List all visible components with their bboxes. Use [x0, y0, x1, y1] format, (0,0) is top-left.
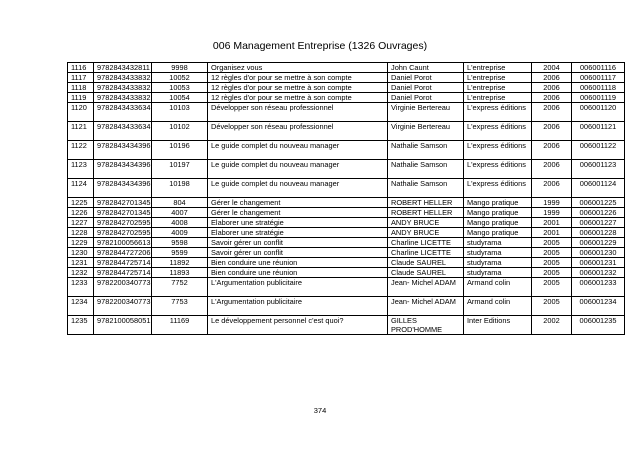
table-row — [68, 122, 625, 141]
cell-title: Développer son réseau professionnel — [208, 122, 388, 141]
cell-author: Daniel Porot — [388, 83, 464, 93]
cell-year: 2005 — [532, 238, 572, 248]
cell-year: 2002 — [532, 316, 572, 335]
cell-number: 7752 — [152, 278, 208, 297]
cell-publisher: Inter Editions — [464, 316, 532, 335]
table-row — [68, 141, 625, 160]
cell-isbn: 9782100056613 — [94, 238, 152, 248]
table-row — [68, 93, 625, 103]
cell-year: 2004 — [532, 63, 572, 73]
page-number: 374 — [313, 406, 327, 415]
table-row — [68, 297, 625, 316]
cell-title: Développer son réseau professionnel — [208, 103, 388, 122]
cell-title: 12 règles d'or pour se mettre à son compte — [208, 73, 388, 83]
table-row — [68, 316, 625, 335]
cell-isbn: 9782843432811 — [94, 63, 152, 73]
cell-id: 1120 — [68, 103, 94, 122]
table-row — [68, 218, 625, 228]
cell-isbn: 9782842701345 — [94, 198, 152, 208]
cell-author: Daniel Porot — [388, 73, 464, 83]
cell-author: GILLES PROD'HOMME — [388, 316, 464, 335]
cell-author: John Caunt — [388, 63, 464, 73]
cell-publisher: L'entreprise — [464, 93, 532, 103]
cell-code: 006001235 — [572, 316, 625, 335]
cell-code: 006001226 — [572, 208, 625, 218]
cell-year: 2006 — [532, 122, 572, 141]
cell-id: 1229 — [68, 238, 94, 248]
cell-title: Savoir gérer un conflit — [208, 248, 388, 258]
cell-isbn: 9782200340773 — [94, 297, 152, 316]
cell-author: Jean- Michel ADAM — [388, 278, 464, 297]
table-row — [68, 198, 625, 208]
cell-isbn: 9782200340773 — [94, 278, 152, 297]
cell-id: 1232 — [68, 268, 94, 278]
cell-isbn: 9782843433634 — [94, 103, 152, 122]
cell-number: 4008 — [152, 218, 208, 228]
cell-publisher: studyrama — [464, 258, 532, 268]
cell-code: 006001117 — [572, 73, 625, 83]
table-row — [68, 228, 625, 238]
cell-number: 10198 — [152, 179, 208, 198]
cell-number: 804 — [152, 198, 208, 208]
cell-title: Le guide complet du nouveau manager — [208, 179, 388, 198]
cell-author: ANDY BRUCE — [388, 228, 464, 238]
cell-number: 7753 — [152, 297, 208, 316]
cell-id: 1118 — [68, 83, 94, 93]
cell-publisher: L'express éditions — [464, 122, 532, 141]
cell-code: 006001124 — [572, 179, 625, 198]
cell-title: Organisez vous — [208, 63, 388, 73]
cell-author: Charline LICETTE — [388, 238, 464, 248]
cell-year: 1999 — [532, 208, 572, 218]
cell-id: 1235 — [68, 316, 94, 335]
cell-author: ROBERT HELLER — [388, 198, 464, 208]
cell-id: 1123 — [68, 160, 94, 179]
cell-title: Elaborer une stratégie — [208, 218, 388, 228]
cell-number: 4009 — [152, 228, 208, 238]
cell-isbn: 9782843433832 — [94, 73, 152, 83]
table-row — [68, 83, 625, 93]
cell-number: 10197 — [152, 160, 208, 179]
cell-publisher: L'entreprise — [464, 73, 532, 83]
cell-title: Le guide complet du nouveau manager — [208, 160, 388, 179]
table-row — [68, 160, 625, 179]
cell-number: 10053 — [152, 83, 208, 93]
cell-author: Daniel Porot — [388, 93, 464, 103]
table-row — [68, 208, 625, 218]
cell-publisher: Mango pratique — [464, 208, 532, 218]
cell-code: 006001233 — [572, 278, 625, 297]
cell-year: 2006 — [532, 83, 572, 93]
cell-publisher: Armand colin — [464, 278, 532, 297]
cell-publisher: L'entreprise — [464, 83, 532, 93]
cell-code: 006001116 — [572, 63, 625, 73]
cell-publisher: studyrama — [464, 268, 532, 278]
cell-id: 1227 — [68, 218, 94, 228]
cell-year: 2001 — [532, 218, 572, 228]
cell-code: 006001121 — [572, 122, 625, 141]
cell-number: 11893 — [152, 268, 208, 278]
cell-title: 12 règles d'or pour se mettre à son compte — [208, 83, 388, 93]
cell-code: 006001123 — [572, 160, 625, 179]
cell-title: Gérer le changement — [208, 198, 388, 208]
table-row — [68, 63, 625, 73]
cell-number: 9599 — [152, 248, 208, 258]
cell-author: ANDY BRUCE — [388, 218, 464, 228]
cell-number: 10196 — [152, 141, 208, 160]
cell-year: 2005 — [532, 248, 572, 258]
cell-number: 4007 — [152, 208, 208, 218]
table-row — [68, 179, 625, 198]
cell-code: 006001120 — [572, 103, 625, 122]
cell-author: Virginie Bertereau — [388, 103, 464, 122]
cell-code: 006001228 — [572, 228, 625, 238]
cell-isbn: 9782843433832 — [94, 83, 152, 93]
cell-id: 1225 — [68, 198, 94, 208]
cell-number: 9998 — [152, 63, 208, 73]
cell-title: Le développement personnel c'est quoi? — [208, 316, 388, 335]
cell-id: 1234 — [68, 297, 94, 316]
cell-title: L'Argumentation publicitaire — [208, 278, 388, 297]
cell-code: 006001229 — [572, 238, 625, 248]
cell-author: Virginie Bertereau — [388, 122, 464, 141]
cell-year: 2006 — [532, 93, 572, 103]
cell-isbn: 9782843434396 — [94, 141, 152, 160]
cell-year: 1999 — [532, 198, 572, 208]
cell-isbn: 9782843433832 — [94, 93, 152, 103]
cell-year: 2006 — [532, 141, 572, 160]
table-row — [68, 248, 625, 258]
cell-number: 10052 — [152, 73, 208, 83]
cell-isbn: 9782843433634 — [94, 122, 152, 141]
cell-publisher: L'express éditions — [464, 141, 532, 160]
cell-publisher: studyrama — [464, 238, 532, 248]
cell-publisher: L'express éditions — [464, 179, 532, 198]
cell-code: 006001230 — [572, 248, 625, 258]
cell-title: Gérer le changement — [208, 208, 388, 218]
cell-isbn: 9782844727206 — [94, 248, 152, 258]
cell-code: 006001227 — [572, 218, 625, 228]
cell-publisher: L'express éditions — [464, 160, 532, 179]
cell-year: 2006 — [532, 73, 572, 83]
cell-number: 10103 — [152, 103, 208, 122]
cell-author: Claude SAUREL — [388, 258, 464, 268]
cell-code: 006001232 — [572, 268, 625, 278]
cell-id: 1117 — [68, 73, 94, 83]
inventory-table — [67, 62, 625, 335]
cell-number: 11169 — [152, 316, 208, 335]
cell-code: 006001122 — [572, 141, 625, 160]
page-title: 006 Management Entreprise (1326 Ouvrages) — [212, 40, 428, 52]
cell-isbn: 9782842702595 — [94, 218, 152, 228]
cell-id: 1233 — [68, 278, 94, 297]
cell-number: 10102 — [152, 122, 208, 141]
cell-id: 1230 — [68, 248, 94, 258]
cell-author: Charline LICETTE — [388, 248, 464, 258]
cell-code: 006001225 — [572, 198, 625, 208]
cell-id: 1231 — [68, 258, 94, 268]
cell-year: 2006 — [532, 179, 572, 198]
cell-author: Claude SAUREL — [388, 268, 464, 278]
cell-publisher: L'express éditions — [464, 103, 532, 122]
cell-year: 2006 — [532, 103, 572, 122]
cell-publisher: Mango pratique — [464, 218, 532, 228]
table-row — [68, 268, 625, 278]
cell-title: L'Argumentation publicitaire — [208, 297, 388, 316]
cell-id: 1116 — [68, 63, 94, 73]
cell-title: Bien conduire une réunion — [208, 268, 388, 278]
cell-number: 9598 — [152, 238, 208, 248]
cell-isbn: 9782843434396 — [94, 179, 152, 198]
cell-id: 1121 — [68, 122, 94, 141]
cell-isbn: 9782843434396 — [94, 160, 152, 179]
cell-code: 006001118 — [572, 83, 625, 93]
cell-code: 006001119 — [572, 93, 625, 103]
table-row — [68, 73, 625, 83]
cell-publisher: Mango pratique — [464, 198, 532, 208]
table-row — [68, 238, 625, 248]
cell-year: 2005 — [532, 268, 572, 278]
cell-year: 2005 — [532, 278, 572, 297]
cell-publisher: Mango pratique — [464, 228, 532, 238]
cell-author: Nathalie Samson — [388, 141, 464, 160]
table-row — [68, 278, 625, 297]
cell-number: 11892 — [152, 258, 208, 268]
cell-isbn: 9782844725714 — [94, 268, 152, 278]
cell-id: 1226 — [68, 208, 94, 218]
cell-id: 1124 — [68, 179, 94, 198]
table-row — [68, 103, 625, 122]
cell-author: ROBERT HELLER — [388, 208, 464, 218]
cell-code: 006001234 — [572, 297, 625, 316]
cell-code: 006001231 — [572, 258, 625, 268]
cell-publisher: Armand colin — [464, 297, 532, 316]
cell-year: 2001 — [532, 228, 572, 238]
cell-year: 2005 — [532, 297, 572, 316]
cell-year: 2006 — [532, 160, 572, 179]
cell-publisher: studyrama — [464, 248, 532, 258]
cell-year: 2005 — [532, 258, 572, 268]
cell-id: 1228 — [68, 228, 94, 238]
cell-title: Bien conduire une réunion — [208, 258, 388, 268]
cell-isbn: 9782844725714 — [94, 258, 152, 268]
table-row — [68, 258, 625, 268]
cell-title: Le guide complet du nouveau manager — [208, 141, 388, 160]
cell-author: Nathalie Samson — [388, 160, 464, 179]
cell-number: 10054 — [152, 93, 208, 103]
cell-title: 12 règles d'or pour se mettre à son compte — [208, 93, 388, 103]
cell-id: 1122 — [68, 141, 94, 160]
cell-title: Elaborer une stratégie — [208, 228, 388, 238]
cell-publisher: L'entreprise — [464, 63, 532, 73]
cell-author: Nathalie Samson — [388, 179, 464, 198]
cell-isbn: 9782100058051 — [94, 316, 152, 335]
cell-id: 1119 — [68, 93, 94, 103]
cell-author: Jean- Michel ADAM — [388, 297, 464, 316]
cell-isbn: 9782842702595 — [94, 228, 152, 238]
cell-title: Savoir gérer un conflit — [208, 238, 388, 248]
cell-isbn: 9782842701345 — [94, 208, 152, 218]
